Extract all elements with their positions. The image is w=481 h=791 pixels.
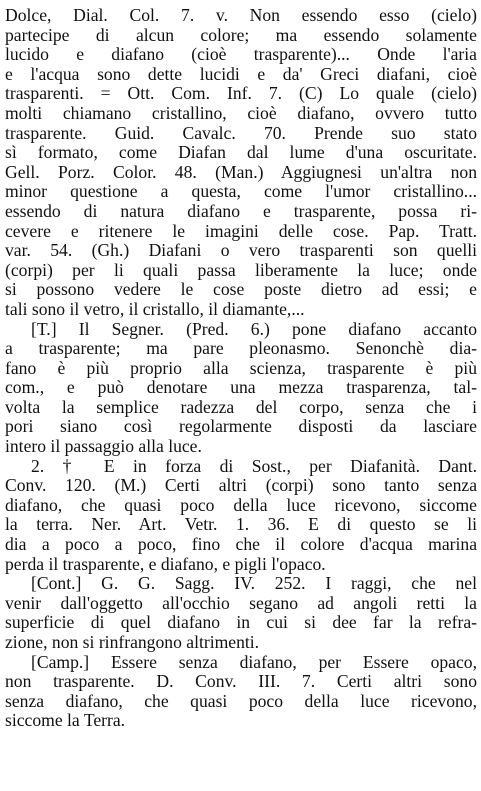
text-line: [Cont.] G. G. Sagg. IV. 252. I raggi, che nel [31,574,477,594]
text-line: minor questione a questa, come l'umor cristallino... [5,182,477,202]
text-line: sì formato, come Diafan dal lume d'una oscuritate. [5,143,477,163]
text-line: diafano, che quasi poco della luce ricevono, siccome [5,495,477,515]
text-line: Conv. 120. (M.) Certi altri (corpi) sono tanto senza [5,476,477,496]
text-line: Gell. Porz. Color. 48. (Man.) Aggiugnesi un'altra non [5,162,477,182]
text-line: trasparente. Guid. Cavalc. 70. Prende suo stato [5,123,477,143]
text-line: e l'acqua sono dette lucidi e da' Greci diafani, cioè [5,64,477,84]
text-line: trasparenti. = Ott. Com. Inf. 7. (C) Lo quale (cielo) [5,84,477,104]
text-line: [Camp.] Essere senza diafano, per Essere opaco, [31,652,477,672]
text-line: zione, non si rinfrangono altrimenti. [5,633,260,652]
text-line: essendo di natura diafano e trasparente, possa ri- [5,201,477,221]
text-line: cevere e ritenere le imagini delle cose. Pap. Tratt. [5,221,477,241]
text-line: Dolce, Dial. Col. 7. v. Non essendo esso (cielo) [5,6,477,25]
text-line: a trasparente; ma pare pleonasmo. Senonchè dia- [5,339,477,359]
text-line: [T.] Il Segner. (Pred. 6.) pone diafano accanto [31,319,477,339]
text-line: var. 54. (Gh.) Diafani o vero trasparenti son quelli [5,241,477,261]
text-line: pori siano così regolarmente disposti da lasciare [5,417,477,437]
text-line: tali sono il vetro, il cristallo, il diamante,... [5,299,305,319]
text-line: 2. † E in forza di Sost., per Diafanità. Dant. [31,456,477,476]
text-line: (corpi) per li quali passa liberamente la luce; onde [5,260,477,280]
text-line: partecipe di alcun colore; ma essendo solamente [5,25,477,45]
text-line: fano è più proprio alla scienza, trasparente è più [5,358,477,378]
text-line: superficie di quel diafano in cui si dee far la refra- [5,613,477,633]
entry-text-body [5,6,477,731]
text-line: senza diafano, che quasi poco della luce ricevono, [5,691,477,711]
text-line: volta la semplice radezza del corpo, senza che i [5,397,477,417]
text-line: siccome la Terra. [5,711,126,731]
text-line: intero il passaggio alla luce. [5,437,202,457]
text-line: perda il trasparente, e diafano, e pigli l'opaco. [5,554,326,574]
text-line: venir dall'oggetto all'occhio segano ad angoli retti la [5,593,477,613]
text-line: lucido e diafano (cioè trasparente)... Onde l'aria [5,45,477,65]
text-line: non trasparente. D. Conv. III. 7. Certi altri sono [5,672,477,692]
text-line: la terra. Ner. Art. Vetr. 1. 36. E di questo se li [5,515,477,535]
text-line: si possono vedere le cose poste dietro ad essi; e [5,280,477,300]
text-line: com., e può denotare una mezza trasparenza, tal- [5,378,477,398]
text-line: molti chiamano cristallino, cioè diafano, ovvero tutto [5,103,477,123]
text-line: dia a poco a poco, fino che il colore d'acqua marina [5,535,477,555]
